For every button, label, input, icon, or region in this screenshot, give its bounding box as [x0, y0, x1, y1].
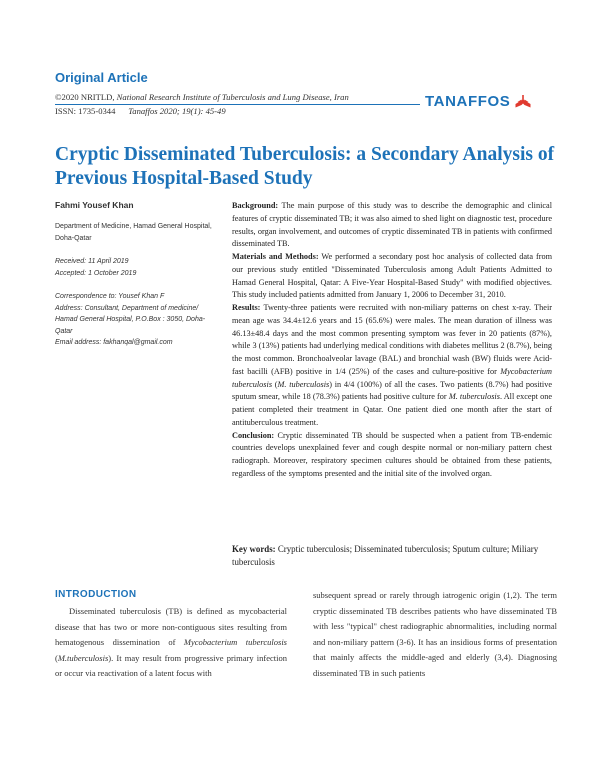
- results-organism-1: Mycobacterium tuberculosis: [232, 366, 552, 389]
- abstract-results: [232, 302, 552, 430]
- results-text-1: Twenty-three patients were recruited with non-miliary patterns on chest x-ray. Their mean age was 34.4±12.6 years and 15 (65.6%) were males. The mean duration of illness was 46.13±48.4 days and the most common presenting symptom was fever in 20 patients (87%), while 3 (13%) patients had underlying medical conditions with diabetes mellitus 2 (8.7%), being the most common. Bronchoalveolar lavage (BAL) and bronchial wash (BW) fluids were Acid-fast bacilli (AFB) positive in 1/4 (25%) of the cases and culture-positive for: [232, 303, 552, 376]
- results-text-3: ) in 4/4 (100%) of all the cases. Two patients (8.7%) had positive sputum smear, while 18 (78.3%) patients had positive culture for: [232, 379, 553, 402]
- results-text-2: (: [272, 379, 278, 389]
- received-date: Received: 11 April 2019: [55, 258, 129, 265]
- conclusion-text: Cryptic disseminated TB should be suspected when a patient from TB-endemic countries develops unexplained fever and cough despite normal or non-miliary pattern chest radiograph. Moreover, respiratory specimen cultures should be obtained from these patients, regardless of the symptoms presented and the initial site of the involved organ.: [232, 430, 553, 478]
- article-type-label: Original Article: [55, 70, 148, 85]
- methods-text: We performed a secondary post hoc analysis of collected data from our previous study entitled "Disseminated Tuberculosis among Adult Patients Admitted to Hamad General Hospital, Qatar: A Five-Year Hospital-Based Study" with modified objectives. This study included patients admitted from January 1, 2006 to December 31, 2010.: [232, 252, 552, 300]
- abstract-background: [232, 200, 552, 251]
- results-text-4: . All except one patient completed their treatment in Qatar. One patient died one month after the start of antituberculous treatment.: [232, 392, 552, 427]
- results-organism-2: M. tuberculosis: [277, 379, 330, 389]
- correspondence: Correspondence to: Yousef Khan F: [55, 293, 165, 300]
- header-divider: [55, 104, 420, 105]
- author-affiliation: Department of Medicine, Hamad General Hospital, Doha-Qatar: [55, 223, 212, 242]
- introduction-heading: INTRODUCTION: [55, 589, 137, 600]
- intro-text-a: Disseminated tuberculosis (TB) is defined as mycobacterial disease that has two or more non-contiguous sites resulting from hematogenous dissemination of: [55, 606, 287, 647]
- article-title: Cryptic Disseminated Tuberculosis: a Secondary Analysis of Previous Hospital-Based Study: [55, 144, 555, 189]
- introduction-column-1: [55, 604, 287, 682]
- introduction-paragraph-2: subsequent spread or rarely through iatrogenic origin (1,2). The term cryptic disseminated TB describes patients who have disseminated TB with less "typical" chest radiographic abnormalities, including normal and non-miliary pattern (3-6). It has an insidious forms of presentation that mainly affects the middle-aged and elderly (3,4). Diagnosing disseminated TB in such patients: [313, 590, 557, 678]
- correspondence-email[interactable]: Email address: fakhanqal@gmail.com: [55, 339, 173, 346]
- copyright-institution: National Research Institute of Tuberculosis and Lung Disease, Iran: [116, 92, 349, 102]
- intro-text-b: (: [55, 652, 58, 663]
- background-label: Background:: [232, 201, 279, 210]
- conclusion-label: Conclusion:: [232, 430, 275, 440]
- issn: ISSN: 1735-0344: [55, 106, 116, 116]
- results-label: Results:: [232, 303, 261, 312]
- copyright-prefix: ©2020 NRITLD,: [55, 92, 117, 102]
- author-name: Fahmi Yousef Khan: [55, 200, 134, 210]
- methods-label: Materials and Methods:: [232, 252, 319, 261]
- copyright-line: [55, 92, 349, 102]
- abstract-conclusion: [232, 430, 552, 481]
- introduction-paragraph-1: [55, 604, 287, 682]
- intro-organism-2: M.tuberculosis: [57, 652, 109, 663]
- keywords-label: Key words:: [232, 544, 276, 554]
- issn-line: [55, 106, 226, 116]
- results-organism-3: M. tuberculosis: [448, 392, 500, 402]
- intro-organism-1: Mycobacterium tuberculosis: [183, 637, 287, 647]
- lungs-logo-icon: [515, 95, 531, 108]
- correspondence-address: Address: Consultant, Department of medicine/ Hamad General Hospital, P.O.Box : 3050, Doha-Qatar: [55, 304, 206, 335]
- background-text: The main purpose of this study was to describe the demographic and clinical features of cryptic disseminated TB; it was also aimed to shed light on diagnostic test, procedure results, organ involvement, and outcomes of cryptic disseminated TB in patients with confirmed disseminated TB.: [232, 201, 552, 249]
- keywords-text: Cryptic tuberculosis; Disseminated tuberculosis; Sputum culture; Miliary tuberculosis: [232, 544, 539, 567]
- intro-text-c: ). It may result from progressive primary infection or occur via reactivation of a latent focus with: [55, 652, 287, 678]
- journal-citation: Tanaffos 2020; 19(1): 45-49: [128, 106, 226, 116]
- abstract-methods: [232, 251, 552, 302]
- accepted-date: Accepted: 1 October 2019: [55, 269, 137, 277]
- author-info: [55, 200, 213, 349]
- introduction-column-2: [313, 588, 557, 681]
- journal-brand: [425, 93, 531, 110]
- abstract: [232, 200, 552, 481]
- keywords: [232, 543, 552, 568]
- journal-name: TANAFFOS: [425, 93, 511, 110]
